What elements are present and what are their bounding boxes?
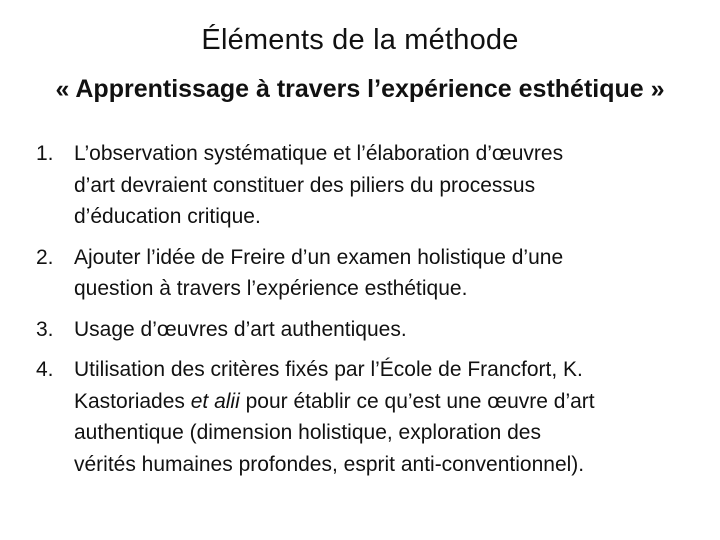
method-elements-list bbox=[36, 138, 696, 489]
italic-phrase: et alii bbox=[190, 389, 240, 413]
list-item-line-end: pour établir ce qu’est une œuvre d’art bbox=[239, 389, 595, 413]
slide-title: Éléments de la méthode bbox=[201, 24, 519, 56]
list-item bbox=[36, 138, 696, 233]
list-item-line: Ajouter l’idée de Freire d’un examen holistique d’une bbox=[74, 245, 564, 269]
list-item-line: Utilisation des critères fixés par l’École de Francfort, K. bbox=[74, 358, 583, 381]
list-item-line: Usage d’œuvres d’art authentiques. bbox=[74, 317, 407, 341]
list-item-number: 2. bbox=[36, 245, 54, 269]
list-item-line: authentique (dimension holistique, exploration des bbox=[74, 421, 541, 444]
list-item-line-start: Kastoriades bbox=[74, 389, 191, 413]
list-item-text bbox=[74, 314, 696, 346]
list-item bbox=[36, 314, 696, 346]
list-item-line: d’art devraient constituer des piliers du processus bbox=[74, 173, 536, 197]
list-item-text bbox=[74, 242, 696, 305]
slide-subtitle: « Apprentissage à travers l’expérience esthétique » bbox=[55, 75, 665, 103]
list-item-text bbox=[74, 354, 696, 480]
list-item-number: 1. bbox=[36, 142, 54, 165]
list-item-line: vérités humaines profondes, esprit anti-conventionnel). bbox=[74, 452, 585, 476]
list-item bbox=[36, 354, 696, 480]
list-item bbox=[36, 242, 696, 305]
list-item-text bbox=[74, 138, 696, 233]
list-item-line: question à travers l’expérience esthétique. bbox=[74, 277, 468, 300]
list-item-number: 3. bbox=[36, 317, 54, 341]
list-item-line: L’observation systématique et l’élaboration d’œuvres bbox=[74, 142, 564, 165]
list-item-line: d’éducation critique. bbox=[74, 205, 261, 228]
list-item-number: 4. bbox=[36, 358, 54, 381]
